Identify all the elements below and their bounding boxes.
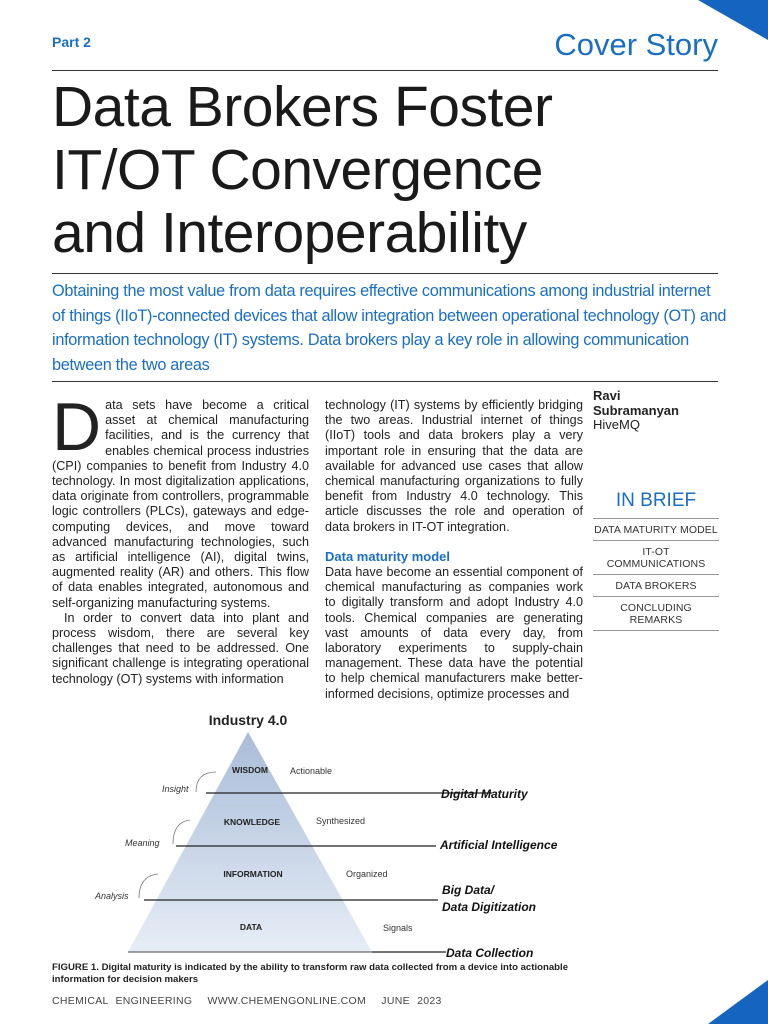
output-label: Signals [383,923,413,933]
figure-pyramid [52,708,572,964]
subheading: Data maturity model [325,548,450,564]
in-brief-item[interactable]: DATA BROKERS [593,574,719,596]
stage-label: Big Data/ [442,883,495,897]
transition-label: Analysis [95,891,129,901]
level-label-knowledge: KNOWLEDGE [223,817,281,827]
transition-arrow [196,772,216,792]
transition-arrow [139,874,158,898]
in-brief-item[interactable]: CONCLUDING REMARKS [593,596,719,631]
paragraph: ata sets have become a critical asset at chemical manufacturing facilities, and is the currency that enables chemical process industries (CPI) companies to benefit from Industry 4.0 technology. In most digitalization applications, data originate from controllers, programmable logic controllers (PLCs), gateways and edge-computing devices, and move toward advanced manufacturing technologies, such as artificial intelligence (AI), digital twins, augmented reality (AR) and others. This flow of data enables integrated, autonomous and self-organizing manufacturing systems. [52,398,309,610]
page-number: 27 [727,988,742,1003]
headline-line: Data Brokers Foster [52,75,553,139]
level-label-data: DATA [239,922,263,932]
author-organization: HiveMQ [593,417,640,432]
transition-label: Insight [162,784,189,794]
in-brief-title: IN BRIEF [615,490,697,511]
part-label: Part 2 [52,34,91,50]
stage-label: Artificial Intelligence [440,838,558,852]
transition-label: Meaning [125,838,160,848]
footer-magazine: CHEMICAL ENGINEERING [52,995,193,1007]
level-label-wisdom: WISDOM [232,765,268,775]
author-first-name: Ravi [593,388,621,403]
output-label: Organized [346,869,388,879]
transition-arrow [173,820,190,844]
footer-url[interactable]: WWW.CHEMENGONLINE.COM [207,995,367,1007]
standfirst-rule [52,381,718,382]
paragraph: Data have become an essential component of chemical manufacturing as companies work to digitally transform and adopt Industry 4.0 tools. Chemical companies are generating vast amounts of data every day, from laboratory experiments to supply-chain management. These data have the potential to help chemical manufacturers make better-informed decisions, optimize processes and [325,565,583,701]
page-footer [52,995,450,1007]
in-brief-box [593,490,719,631]
figure-title: Industry 4.0 [208,712,288,728]
in-brief-item[interactable]: DATA MATURITY MODEL [593,518,719,540]
stage-label: Data Digitization [442,900,537,914]
headline-line: and Interoperability [52,201,527,265]
drop-cap: D [52,389,102,465]
author-byline [593,389,723,433]
body-column-2 [325,398,583,702]
standfirst: Obtaining the most value from data requires effective communications among industrial internet of things (IIoT)-connected devices that allow integration between operational technology (OT) and information technology (IT) systems. Data brokers play a key role in allowing communication between the two areas [52,282,727,374]
paragraph: technology (IT) systems by efficiently bridging the two areas. Industrial internet of things (IIoT) tools and data brokers play a very important role in ensuring that the data are available for advanced use cases that allow chemical manufacturing organizations to fully benefit from Industry 4.0 technology. This article discusses the role and operation of data brokers in IT-OT integration. [325,398,583,534]
top-rule [52,70,718,71]
section-label: Cover Story [554,27,718,62]
level-label-information: INFORMATION [223,869,283,879]
output-label: Actionable [290,766,333,776]
output-label: Synthesized [316,816,366,826]
headline-line: IT/OT Convergence [52,138,544,202]
paragraph: In order to convert data into plant and process wisdom, there are several key challenges that need to be addressed. One significant challenge is integrating operational technology (OT) systems with information [52,610,309,686]
headline [52,76,732,265]
figure-caption: FIGURE 1. Digital maturity is indicated by the ability to transform raw data collected from a device into actionable information for decision makers [52,962,569,985]
pyramid-diagram [52,708,572,964]
footer-date: JUNE 2023 [381,995,442,1007]
headline-rule [52,273,718,274]
stage-label: Data Collection [446,946,534,960]
stage-label: Digital Maturity [441,787,528,801]
in-brief-item[interactable]: IT-OT COMMUNICATIONS [593,540,719,574]
author-last-name: Subramanyan [593,402,679,418]
body-column-1 [52,389,309,687]
